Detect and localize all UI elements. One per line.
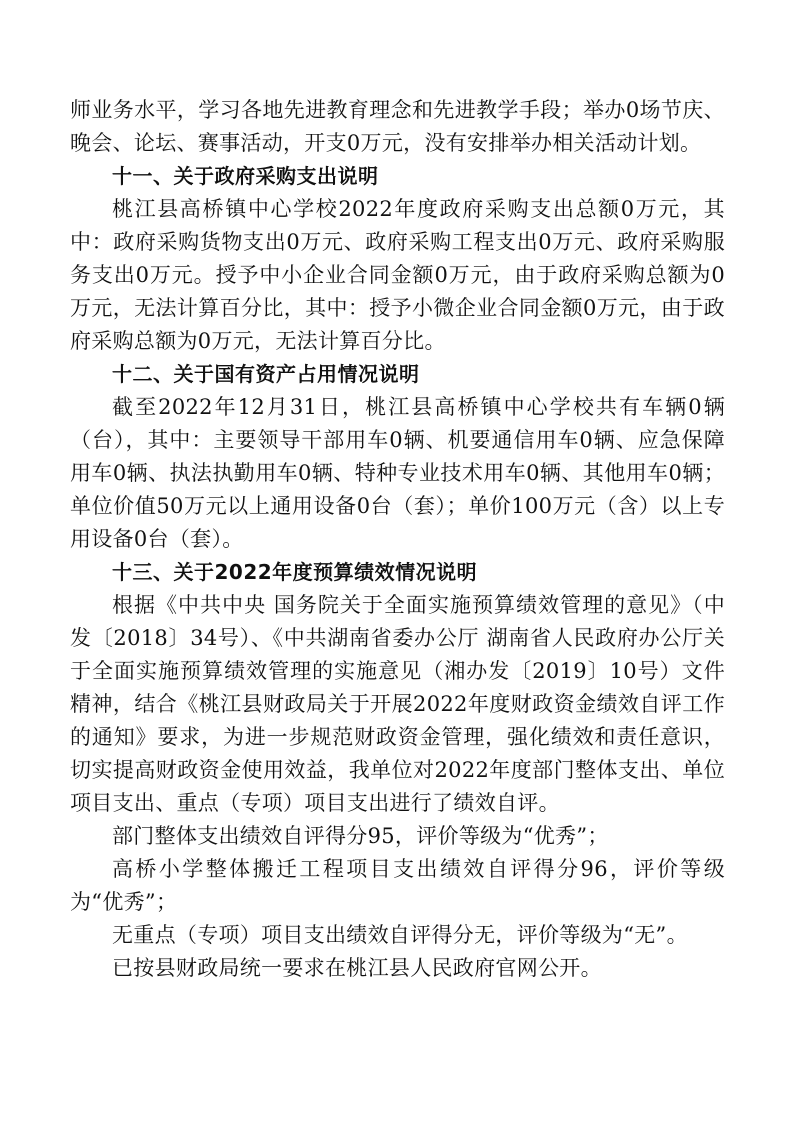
paragraph-department-score: 部门整体支出绩效自评得分95，评价等级为“优秀”；: [112, 824, 609, 848]
section-heading-procurement: 十一、关于政府采购支出说明: [112, 164, 379, 188]
section-heading-assets: 十二、关于国有资产占用情况说明: [112, 362, 420, 386]
paragraph-assets: 截至2022年12月31日，桃江县高桥镇中心学校共有车辆0辆（台），其中：主要领导干部用车0辆、机要通信用车0辆、应急保障用车0辆、执法执勤用车0辆、特种专业技术用车0辆、其他用车0辆；单位价值50万元以上通用设备0台（套）；单价100万元（含）以上专用设备0台（套）。: [70, 395, 725, 551]
paragraph-publication: 已按县财政局统一要求在桃江县人民政府官网公开。: [112, 956, 602, 980]
paragraph-performance: 根据《中共中央 国务院关于全面实施预算绩效管理的意见》（中发〔2018〕34号）、《中共湖南省委办公厅 湖南省人民政府办公厅关于全面实施预算绩效管理的实施意见（湘办发〔2019〕10号）文件精神，结合《桃江县财政局关于开展2022年度财政资金绩效自评工作的通知》要求，为进一步规范财政资金管理，强化绩效和责任意识，切实提高财政资金使用效益，我单位对2022年度部门整体支出、单位项目支出、重点（专项）项目支出进行了绩效自评。: [70, 593, 725, 815]
paragraph-training-events: 师业务水平，学习各地先进教育理念和先进教学手段；举办0场节庆、晚会、论坛、赛事活动，开支0万元，没有安排举办相关活动计划。: [70, 98, 725, 155]
section-heading-performance: 十三、关于2022年度预算绩效情况说明: [112, 560, 478, 584]
paragraph-project-score: 高桥小学整体搬迁工程项目支出绩效自评得分96，评价等级为“优秀”；: [70, 857, 725, 914]
document-body: [70, 94, 725, 985]
paragraph-procurement: 桃江县高桥镇中心学校2022年度政府采购支出总额0万元，其中：政府采购货物支出0万元、政府采购工程支出0万元、政府采购服务支出0万元。授予中小企业合同金额0万元，由于政府采购总额为0万元，无法计算百分比，其中：授予小微企业合同金额0万元，由于政府采购总额为0万元，无法计算百分比。: [70, 197, 725, 353]
paragraph-key-project-score: 无重点（专项）项目支出绩效自评得分无，评价等级为“无”。: [112, 923, 688, 947]
